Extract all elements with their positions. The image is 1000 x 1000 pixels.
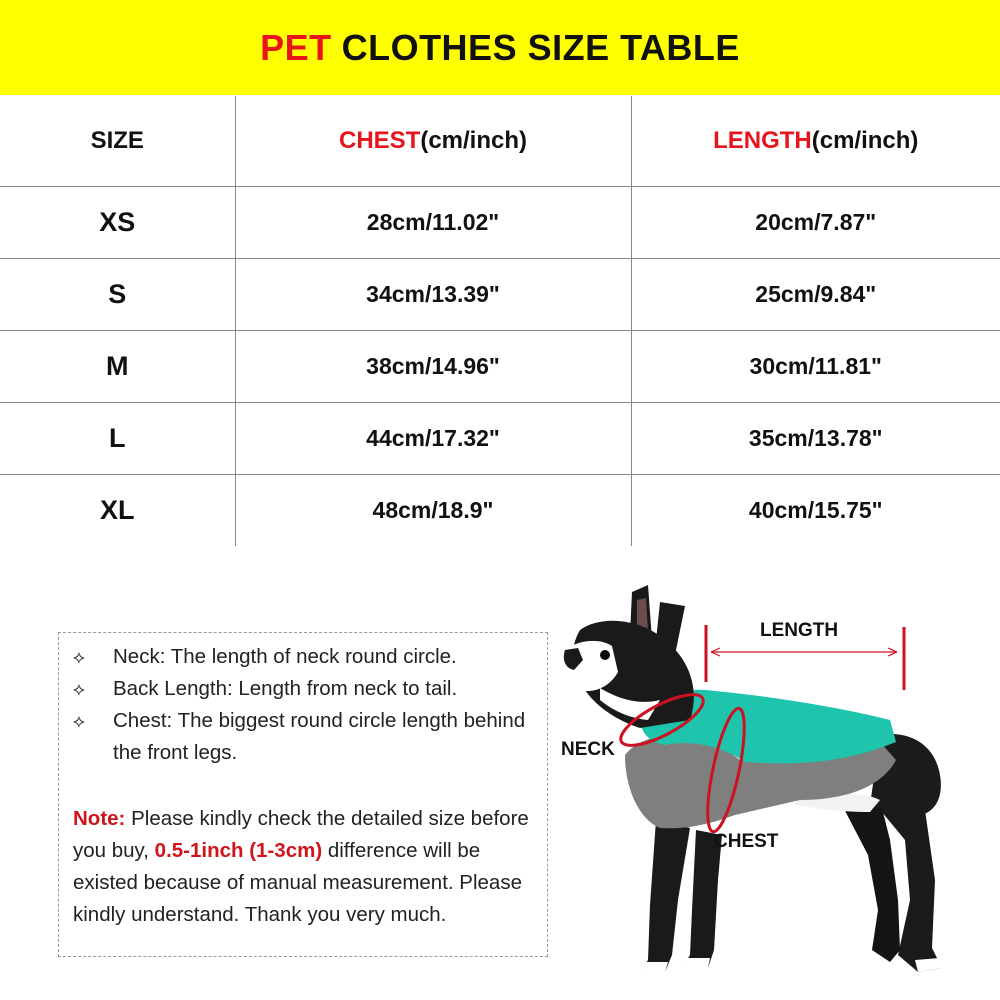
bullet-text: Back Length: Length from neck to tail. [113, 677, 458, 700]
size-table [0, 96, 1000, 546]
measurement-instructions [58, 632, 548, 957]
header-length: LENGTH(cm/inch) [631, 96, 1000, 187]
list-item [73, 673, 543, 705]
note-text: Please kindly check the detailed size before you buy, [73, 807, 529, 862]
note-highlight: 0.5-1inch (1-3cm) [154, 839, 323, 862]
chest-cell: 34cm/13.39" [235, 259, 631, 331]
size-cell: M [0, 331, 235, 403]
dog-head [564, 585, 694, 728]
table-header-row [0, 96, 1000, 187]
table-row [0, 187, 1000, 259]
list-item [73, 705, 543, 769]
length-cell: 35cm/13.78" [631, 403, 1000, 475]
length-cell: 25cm/9.84" [631, 259, 1000, 331]
length-label: LENGTH [760, 620, 839, 641]
title-banner [0, 0, 1000, 95]
title-text: CLOTHES SIZE TABLE [341, 26, 740, 68]
note-label: Note: [73, 807, 126, 830]
chest-cell: 38cm/14.96" [235, 331, 631, 403]
table-row [0, 403, 1000, 475]
list-item [73, 641, 543, 673]
size-cell: S [0, 259, 235, 331]
chest-cell: 44cm/17.32" [235, 403, 631, 475]
size-cell: L [0, 403, 235, 475]
table-row [0, 331, 1000, 403]
chest-cell: 28cm/11.02" [235, 187, 631, 259]
table-row [0, 259, 1000, 331]
size-cell: XL [99, 495, 135, 525]
length-cell: 20cm/7.87" [631, 187, 1000, 259]
bullet-list [73, 641, 543, 769]
length-cell: 30cm/11.81" [631, 331, 1000, 403]
table-row [0, 475, 1000, 547]
four-pointed-star-icon: ⟡ [73, 647, 85, 667]
size-cell: XS [0, 187, 235, 259]
header-size: SIZE [0, 96, 235, 187]
bullet-text: Chest: The biggest round circle length behind the front legs. [113, 709, 526, 764]
chest-cell: 48cm/18.9" [235, 475, 631, 547]
neck-label: NECK [561, 739, 615, 760]
title-accent: PET [260, 26, 332, 68]
four-pointed-star-icon: ⟡ [73, 711, 85, 731]
header-chest: CHEST(cm/inch) [235, 96, 631, 187]
bullet-text: Neck: The length of neck round circle. [113, 645, 457, 668]
note-text: difference will be existed because of manual measurement. Please kindly understand. Thank you very much. [73, 839, 522, 926]
length-cell: 40cm/15.75" [631, 475, 1000, 547]
four-pointed-star-icon: ⟡ [73, 679, 85, 699]
note-paragraph [73, 803, 543, 931]
chest-label: CHEST [714, 831, 779, 852]
